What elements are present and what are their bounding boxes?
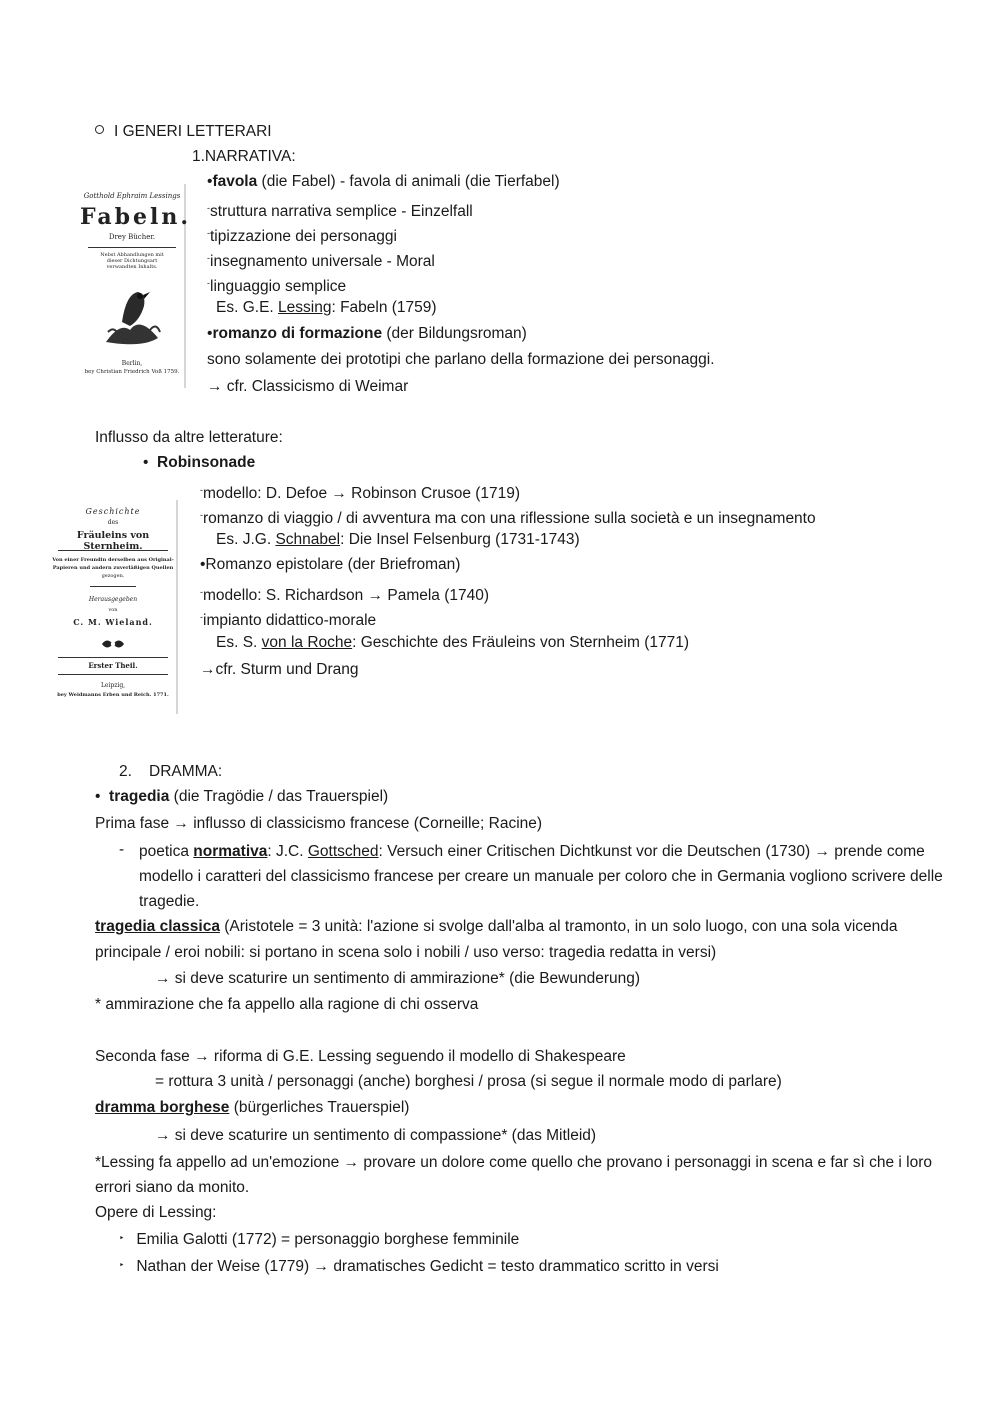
- dash-bullet: -: [119, 841, 125, 858]
- ornament-icon: [100, 636, 126, 652]
- robinsonade-label: Robinsonade: [157, 454, 256, 471]
- influsso-line: Influsso da altre letterature:: [95, 429, 283, 446]
- poetica-author: Gottsched: [307, 843, 379, 860]
- section-title-text: I GENERI LETTERARI: [114, 123, 272, 140]
- impianto-text: impianto didattico-morale: [203, 612, 377, 629]
- divider: [58, 550, 168, 551]
- fabeln-place: Berlin,: [121, 360, 143, 367]
- dramma-num: 2.: [119, 763, 132, 780]
- circle-bullet-icon: [95, 125, 104, 134]
- example-roche: [216, 633, 689, 653]
- tragedia-desc: (die Tragödie / das Trauerspiel): [169, 788, 389, 805]
- favola-point-text: tipizzazione dei personaggi: [210, 228, 397, 245]
- ammirazione-note: * ammirazione che fa appello alla ragione di chi osserva: [95, 996, 479, 1013]
- compassione-line: → si deve scaturire un sentimento di compassione* (das Mitleid): [155, 1127, 597, 1144]
- classica-rest: (Aristotele = 3 unità: l'azione si svolge dall'alba al tramonto, in un solo luogo, con una sola vicenda: [219, 918, 898, 935]
- sternheim-line6: gezogen.: [101, 573, 125, 579]
- section-title: [95, 122, 272, 142]
- classica-line1: [95, 917, 898, 937]
- divider: [58, 657, 168, 658]
- impianto-line: -impianto didattico-morale: [200, 612, 377, 629]
- opere-item: [119, 1228, 519, 1250]
- favola-desc: (die Fabel) - favola di animali (die Tierfabel): [257, 173, 560, 190]
- romanzo-viaggio: -romanzo di viaggio / di avventura ma con una riflessione sulla società e un insegnamento: [200, 510, 816, 527]
- sternheim-line4: Von einer Freundin derselben aus Original-: [52, 557, 174, 563]
- favola-point-text: insegnamento universale - Moral: [210, 253, 435, 270]
- ammirazione-line: → si deve scaturire un sentimento di ammirazione* (die Bewunderung): [155, 970, 641, 987]
- dramma-heading: DRAMMA:: [149, 763, 223, 780]
- favola-point-text: struttura narrativa semplice - Einzelfall: [210, 203, 473, 220]
- sternheim-line2: des: [107, 519, 119, 526]
- modello-richardson: -modello: S. Richardson → Pamela (1740): [200, 587, 490, 604]
- poetica-line2: modello i caratteri del classicismo francese per creare un manuale per coloro che in Germania vogliono scrivere delle: [139, 868, 943, 885]
- narrativa-heading: 1.NARRATIVA:: [192, 148, 296, 165]
- divider: [58, 674, 168, 675]
- arrow-bullet-icon: ‣: [119, 1260, 125, 1270]
- modello-defoe-text: modello: D. Defoe → Robinson Crusoe (1719): [203, 485, 521, 502]
- opere-heading: Opere di Lessing:: [95, 1204, 217, 1221]
- borghese-line: [95, 1098, 409, 1118]
- poetica-prefix: poetica: [139, 843, 194, 860]
- divider: [88, 247, 176, 248]
- sternheim-title-page-image: [50, 500, 178, 714]
- tragedia-item: • tragedia (die Tragödie / das Trauerspiel): [95, 788, 389, 805]
- sternheim-publisher: bey Weidmanns Erben und Reich. 1771.: [57, 692, 169, 698]
- rottura-line: = rottura 3 unità / personaggi (anche) borghesi / prosa (si segue il normale modo di parlare): [155, 1073, 782, 1090]
- tragedia-term: tragedia: [109, 788, 170, 805]
- sternheim-part: Erster Theil.: [88, 661, 138, 670]
- fabeln-subtitle: Drey Bücher.: [108, 233, 156, 241]
- opere-item-text: Emilia Galotti (1772) = personaggio borghese femminile: [136, 1231, 520, 1248]
- lessing-note-line1: *Lessing fa appello ad un'emozione → provare un dolore come quello che provano i personaggi in scena e far sì che i loro: [95, 1154, 933, 1171]
- example-work: : Geschichte des Fräuleins von Sternheim (1771): [352, 634, 690, 651]
- fabeln-author: Gotthold Ephraim Lessings: [83, 192, 181, 200]
- fabeln-publisher: bey Christian Friedrich Voß 1759.: [84, 369, 180, 375]
- seconda-fase: Seconda fase → riforma di G.E. Lessing seguendo il modello di Shakespeare: [95, 1048, 626, 1065]
- example-lessing: [216, 298, 437, 318]
- prototipi-line: sono solamente dei prototipi che parlano della formazione dei personaggi.: [207, 351, 715, 368]
- poetica-line3: tragedie.: [139, 893, 200, 910]
- example-author: von la Roche: [261, 634, 353, 651]
- poetica-line1: [139, 842, 925, 862]
- borghese-desc: (bürgerliches Trauerspiel): [229, 1099, 410, 1116]
- prima-fase: Prima fase → influsso di classicismo francese (Corneille; Racine): [95, 815, 543, 832]
- sternheim-line7: Herausgegeben: [88, 596, 138, 603]
- bird-illustration-icon: [100, 272, 164, 350]
- example-prefix: Es. S.: [216, 634, 262, 651]
- favola-point: -struttura narrativa semplice - Einzelfall: [207, 203, 473, 220]
- sternheim-line5: Papieren und andern zuverläßigen Quellen: [52, 565, 174, 571]
- favola-point: -tipizzazione dei personaggi: [207, 228, 397, 245]
- fabeln-note: Nebst Abhandlungen mit dieser Dichtungsart verwandten Inhalts.: [100, 252, 164, 270]
- sternheim-line8: von: [108, 607, 118, 613]
- classica-term: tragedia classica: [95, 918, 220, 935]
- opere-item: [119, 1255, 719, 1277]
- romanzo-viaggio-text: romanzo di viaggio / di avventura ma con una riflessione sulla società e un insegnamento: [203, 510, 816, 527]
- example-work: : Die Insel Felsenburg (1731-1743): [340, 531, 580, 548]
- sternheim-editor: C. M. Wieland.: [73, 617, 153, 627]
- sternheim-title: Fräuleins von Sternheim.: [76, 530, 150, 552]
- arrow-bullet-icon: ‣: [119, 1233, 125, 1243]
- borghese-term: dramma borghese: [95, 1099, 230, 1116]
- example-prefix: Es. J.G.: [216, 531, 276, 548]
- cfr-weimar: → cfr. Classicismo di Weimar: [207, 378, 409, 395]
- modello-richardson-text: modello: S. Richardson → Pamela (1740): [203, 587, 490, 604]
- cfr-sturm: →cfr. Sturm und Drang: [200, 661, 359, 678]
- sternheim-place: Leipzig,: [100, 682, 126, 689]
- poetica-term: normativa: [193, 843, 268, 860]
- favola-point-text: linguaggio semplice: [210, 278, 347, 295]
- favola-line: •favola (die Fabel) - favola di animali (die Tierfabel): [207, 173, 560, 190]
- example-work: : Fabeln (1759): [331, 299, 437, 316]
- fabeln-title: Fabeln.: [80, 204, 192, 230]
- robinsonade-item: • Robinsonade: [143, 454, 256, 471]
- favola-point: -insegnamento universale - Moral: [207, 253, 435, 270]
- favola-point: -linguaggio semplice: [207, 278, 347, 295]
- romanzo-formazione-line: •romanzo di formazione (der Bildungsroman): [207, 325, 527, 342]
- romanzo-term: romanzo di formazione: [212, 325, 383, 342]
- poetica-mid: : J.C.: [267, 843, 308, 860]
- sternheim-line1: Geschichte: [85, 507, 141, 516]
- example-schnabel: [216, 530, 580, 550]
- lessing-note-line2: errori siano da monito.: [95, 1179, 250, 1196]
- example-author: Schnabel: [275, 531, 341, 548]
- divider: [90, 586, 136, 587]
- favola-term: favola: [212, 173, 258, 190]
- romanzo-epistolare: •Romanzo epistolare (der Briefroman): [200, 556, 461, 573]
- modello-defoe: -modello: D. Defoe → Robinson Crusoe (1719): [200, 485, 521, 502]
- example-prefix: Es. G.E.: [216, 299, 279, 316]
- fabeln-title-page-image: [80, 184, 192, 388]
- example-author: Lessing: [278, 299, 332, 316]
- poetica-rest: : Versuch einer Critischen Dichtkunst vor die Deutschen (1730) → prende come: [378, 843, 925, 860]
- romanzo-desc: (der Bildungsroman): [382, 325, 527, 342]
- classica-line2: principale / eroi nobili: si portano in scena solo i nobili / uso verso: tragedia redatta in versi): [95, 944, 717, 961]
- opere-item-text: Nathan der Weise (1779) → dramatisches Gedicht = testo drammatico scritto in versi: [136, 1258, 719, 1275]
